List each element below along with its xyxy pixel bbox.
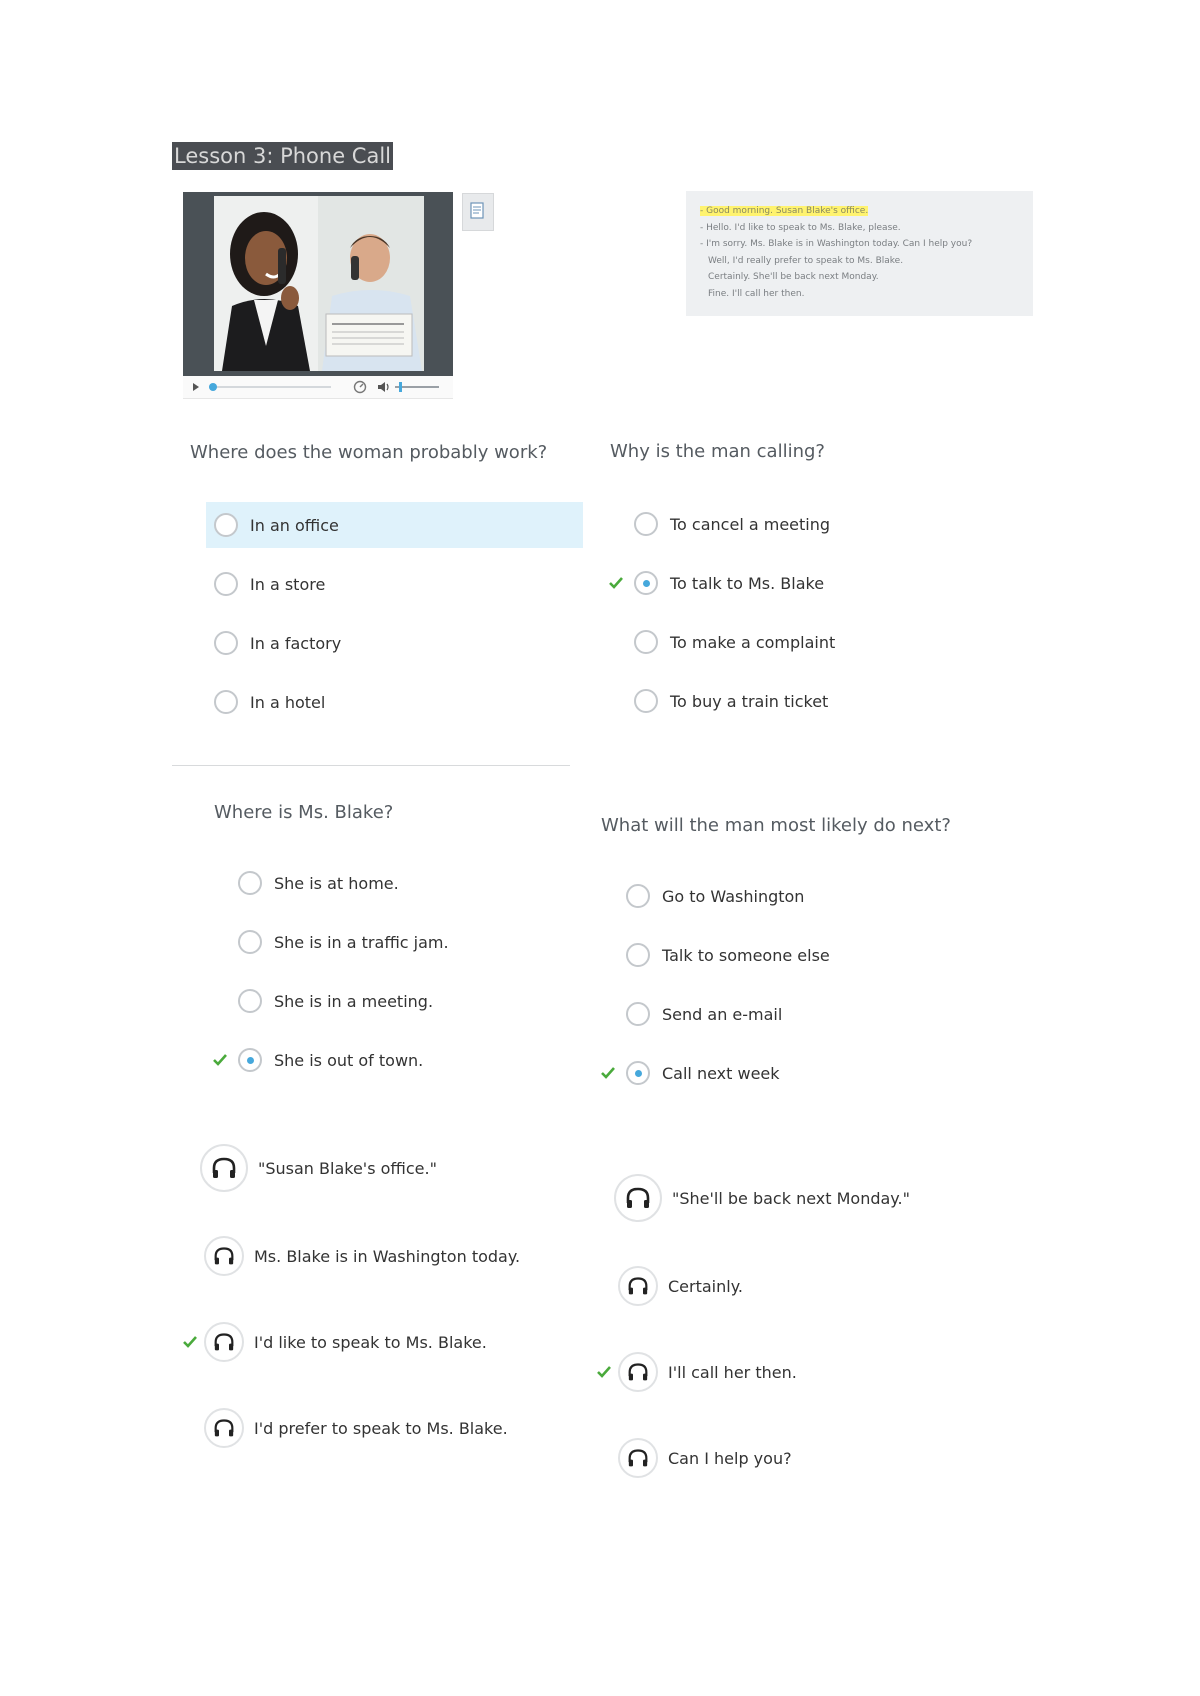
headphones-button[interactable]	[614, 1174, 662, 1222]
audio-option[interactable]	[204, 1236, 520, 1276]
radio-button-selected[interactable]	[626, 1061, 650, 1085]
option-label: She is out of town.	[274, 1050, 424, 1070]
transcript-panel	[686, 191, 1033, 316]
headphones-icon	[211, 1156, 237, 1180]
option-label: Call next week	[662, 1063, 780, 1083]
play-icon[interactable]	[191, 382, 201, 392]
option-row[interactable]	[608, 560, 908, 606]
option-label: Go to Washington	[662, 886, 805, 906]
question-prompt: Where does the woman probably work?	[190, 442, 548, 463]
radio-button-selected[interactable]	[634, 571, 658, 595]
headphones-button[interactable]	[204, 1236, 244, 1276]
radio-button[interactable]	[238, 989, 262, 1013]
headphones-button[interactable]	[618, 1352, 658, 1392]
headphones-icon	[627, 1448, 649, 1468]
audio-prompt-label: "Susan Blake's office."	[258, 1158, 437, 1178]
option-label: In an office	[250, 515, 339, 535]
radio-button[interactable]	[634, 689, 658, 713]
radio-button[interactable]	[214, 513, 238, 537]
option-row[interactable]	[206, 620, 583, 666]
option-row[interactable]	[600, 873, 900, 919]
checkmark-icon	[600, 1065, 616, 1081]
video-thumbnail	[214, 196, 424, 371]
checkmark-icon	[182, 1334, 198, 1350]
radio-button[interactable]	[214, 631, 238, 655]
option-row[interactable]	[212, 919, 512, 965]
audio-prompt[interactable]	[200, 1144, 437, 1192]
radio-button[interactable]	[214, 572, 238, 596]
option-label: Talk to someone else	[662, 945, 830, 965]
checkmark-icon	[212, 1052, 228, 1068]
audio-option[interactable]	[618, 1266, 743, 1306]
transcript-icon	[470, 202, 486, 220]
transcript-line: Well, I'd really prefer to speak to Ms. Blake.	[708, 255, 904, 266]
audio-option[interactable]	[618, 1438, 792, 1478]
option-row[interactable]	[206, 679, 583, 725]
audio-option[interactable]	[204, 1408, 508, 1448]
transcript-line: - Good morning. Susan Blake's office.	[700, 206, 869, 216]
video-player[interactable]	[183, 192, 453, 376]
headphones-button[interactable]	[618, 1438, 658, 1478]
audio-option-label: I'll call her then.	[668, 1362, 797, 1382]
transcript-line: Certainly. She'll be back next Monday.	[708, 272, 879, 282]
progress-bar[interactable]	[209, 386, 331, 388]
question-prompt: Why is the man calling?	[610, 441, 825, 462]
option-row[interactable]	[608, 619, 908, 665]
option-row[interactable]	[206, 502, 583, 548]
question-prompt: Where is Ms. Blake?	[214, 802, 394, 823]
audio-option[interactable]	[596, 1352, 797, 1392]
option-label: In a store	[250, 574, 326, 594]
radio-button[interactable]	[626, 943, 650, 967]
transcript-line: Fine. I'll call her then.	[708, 288, 805, 299]
radio-button[interactable]	[238, 930, 262, 954]
option-row[interactable]	[212, 1037, 512, 1083]
radio-button[interactable]	[626, 884, 650, 908]
audio-option-label: Ms. Blake is in Washington today.	[254, 1246, 521, 1266]
option-row[interactable]	[600, 991, 900, 1037]
option-row[interactable]	[212, 978, 512, 1024]
volume-handle[interactable]	[399, 382, 402, 392]
headphones-icon	[625, 1186, 651, 1210]
option-row[interactable]	[608, 678, 908, 724]
headphones-icon	[213, 1332, 235, 1352]
option-label: She is in a traffic jam.	[274, 932, 449, 952]
question-prompt: What will the man most likely do next?	[601, 815, 951, 836]
volume-icon[interactable]	[377, 380, 393, 394]
radio-button[interactable]	[214, 690, 238, 714]
option-label: In a factory	[250, 633, 342, 653]
headphones-icon	[213, 1246, 235, 1266]
progress-handle[interactable]	[209, 383, 217, 391]
video-controls	[183, 376, 453, 399]
checkmark-icon	[608, 575, 624, 591]
headphones-button[interactable]	[618, 1266, 658, 1306]
option-label: To make a complaint	[670, 632, 836, 652]
option-row[interactable]	[608, 501, 908, 547]
question-options	[206, 502, 583, 725]
headphones-icon	[627, 1276, 649, 1296]
speed-icon[interactable]	[353, 380, 367, 394]
audio-prompt[interactable]	[614, 1174, 910, 1222]
audio-option-label: Certainly.	[668, 1276, 743, 1296]
radio-button-selected[interactable]	[238, 1048, 262, 1072]
option-row[interactable]	[600, 932, 900, 978]
lesson-title: Lesson 3: Phone Call	[174, 144, 392, 168]
question-options	[600, 873, 900, 1096]
section-divider	[172, 765, 570, 766]
radio-button[interactable]	[634, 512, 658, 536]
option-label: To buy a train ticket	[670, 691, 829, 711]
headphones-button[interactable]	[200, 1144, 248, 1192]
option-label: Send an e-mail	[662, 1004, 783, 1024]
checkmark-icon	[596, 1364, 612, 1380]
question-options	[212, 860, 512, 1083]
option-label: She is at home.	[274, 873, 399, 893]
option-label: She is in a meeting.	[274, 991, 434, 1011]
option-label: In a hotel	[250, 692, 326, 712]
option-row[interactable]	[600, 1050, 900, 1096]
audio-option-label: Can I help you?	[668, 1448, 792, 1468]
audio-option-label: I'd like to speak to Ms. Blake.	[254, 1332, 487, 1352]
option-row[interactable]	[206, 561, 583, 607]
option-label: To cancel a meeting	[670, 514, 831, 534]
headphones-button[interactable]	[204, 1322, 244, 1362]
headphones-icon	[627, 1362, 649, 1382]
audio-option-label: I'd prefer to speak to Ms. Blake.	[254, 1418, 508, 1438]
radio-button[interactable]	[634, 630, 658, 654]
audio-option[interactable]	[182, 1322, 487, 1362]
headphones-icon	[213, 1418, 235, 1438]
radio-button[interactable]	[238, 871, 262, 895]
radio-button[interactable]	[626, 1002, 650, 1026]
option-label: To talk to Ms. Blake	[670, 573, 825, 593]
option-row[interactable]	[212, 860, 512, 906]
transcript-line: - Hello. I'd like to speak to Ms. Blake, please.	[700, 222, 901, 233]
transcript-line: - I'm sorry. Ms. Blake is in Washington today. Can I help you?	[700, 239, 973, 249]
headphones-button[interactable]	[204, 1408, 244, 1448]
transcript-toggle-button[interactable]	[462, 193, 494, 231]
audio-prompt-label: "She'll be back next Monday."	[672, 1188, 910, 1208]
question-options	[608, 501, 908, 724]
